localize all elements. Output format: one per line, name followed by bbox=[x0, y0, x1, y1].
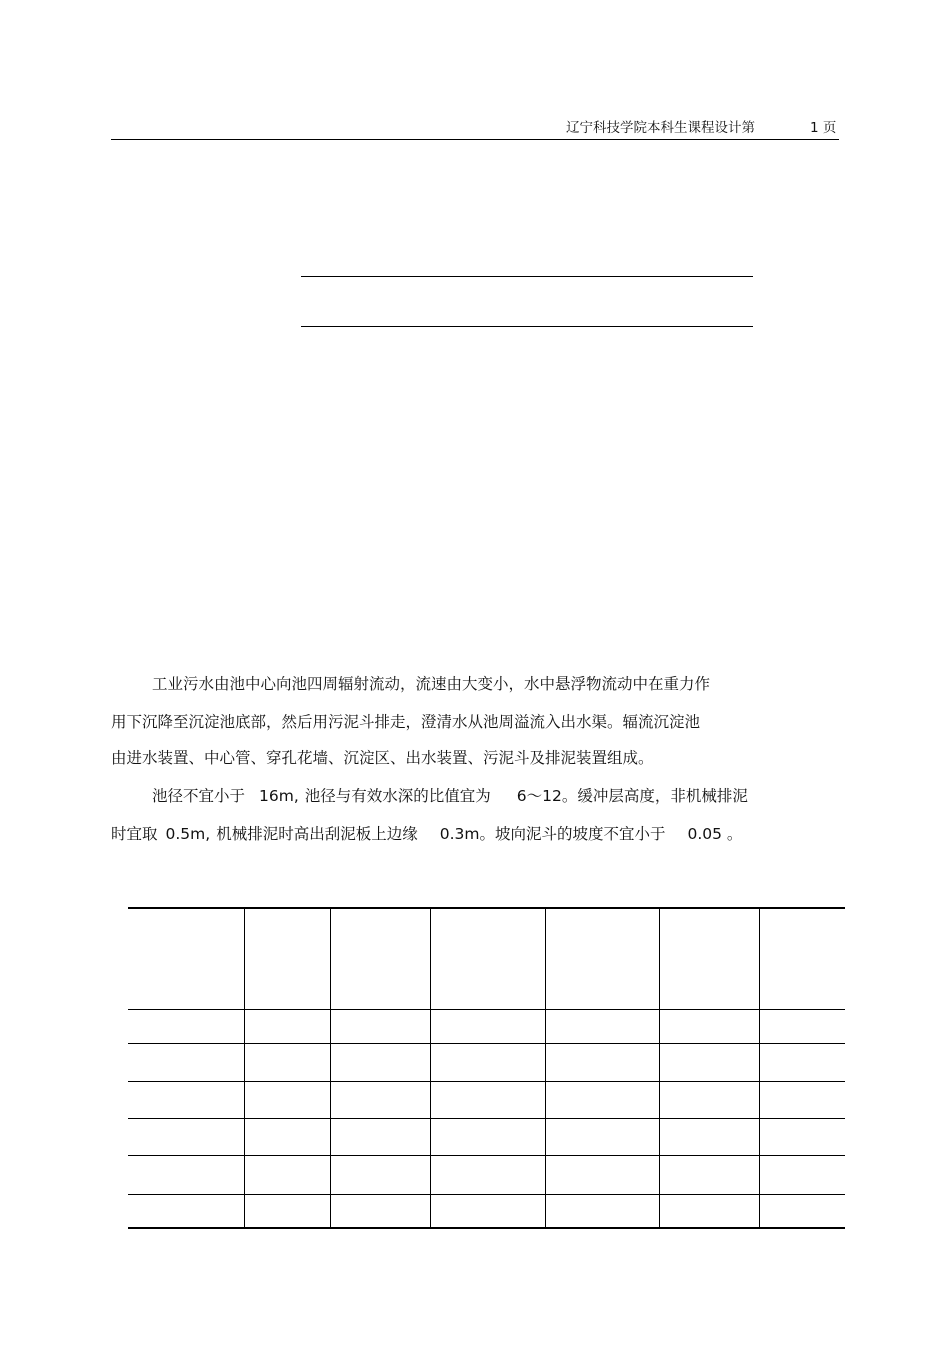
value-segment: 0.05 。 bbox=[687, 825, 743, 843]
table-cell bbox=[244, 1044, 330, 1082]
table-cell bbox=[244, 908, 330, 1010]
table-cell bbox=[128, 1044, 244, 1082]
table-cell bbox=[128, 1010, 244, 1044]
table-cell bbox=[759, 1082, 845, 1119]
table-cell bbox=[545, 1082, 659, 1119]
table-cell bbox=[659, 1195, 759, 1228]
table-cell bbox=[330, 1010, 430, 1044]
text-segment: 缓冲层高度，非机械排泥 bbox=[577, 787, 748, 805]
text-segment: 坡向泥斗的坡度不宜小于 bbox=[494, 825, 666, 843]
table-row bbox=[128, 1195, 845, 1228]
value-segment: 6～12。 bbox=[516, 787, 578, 805]
header-title: 辽宁科技学院本科生课程设计第 bbox=[566, 120, 755, 136]
table-cell bbox=[430, 1044, 545, 1082]
table-cell bbox=[128, 1082, 244, 1119]
table-cell bbox=[659, 1156, 759, 1195]
paragraph-line: 工业污水由池中心向池四周辐射流动，流速由大变小，水中悬浮物流动中在重力作 bbox=[152, 675, 711, 693]
value-segment: 16m, bbox=[259, 787, 299, 805]
table-cell bbox=[244, 1082, 330, 1119]
table-cell bbox=[330, 1044, 430, 1082]
table-header-row bbox=[128, 908, 845, 1010]
table-row bbox=[128, 1082, 845, 1119]
table-cell bbox=[545, 1119, 659, 1156]
table-cell bbox=[659, 1082, 759, 1119]
text-segment: 时宜取 bbox=[111, 825, 158, 843]
table-cell bbox=[244, 1195, 330, 1228]
table-cell bbox=[430, 1082, 545, 1119]
table-cell bbox=[330, 1156, 430, 1195]
table-cell bbox=[545, 1195, 659, 1228]
table-cell bbox=[759, 1044, 845, 1082]
table-cell bbox=[759, 1119, 845, 1156]
value-segment: 0.3m。 bbox=[439, 825, 495, 843]
table-cell bbox=[545, 1044, 659, 1082]
data-table bbox=[128, 907, 845, 1229]
text-segment: 机械排泥时高出刮泥板上边缘 bbox=[216, 825, 418, 843]
table-cell bbox=[330, 1119, 430, 1156]
table-cell bbox=[330, 1195, 430, 1228]
header-divider bbox=[111, 139, 839, 140]
table-cell bbox=[759, 1195, 845, 1228]
blank-line-2 bbox=[301, 326, 753, 327]
table-cell bbox=[128, 1156, 244, 1195]
paragraph-line bbox=[152, 784, 882, 806]
table-cell bbox=[244, 1119, 330, 1156]
table-cell bbox=[128, 1195, 244, 1228]
header-page-number: 1 页 bbox=[810, 120, 837, 136]
table-cell bbox=[330, 908, 430, 1010]
paragraph-line: 用下沉降至沉淀池底部，然后用污泥斗排走，澄清水从池周溢流入出水渠。辐流沉淀池 bbox=[111, 713, 701, 731]
table-cell bbox=[759, 908, 845, 1010]
table-cell bbox=[128, 1119, 244, 1156]
table-cell bbox=[659, 908, 759, 1010]
table-cell bbox=[244, 1010, 330, 1044]
page-header bbox=[0, 116, 950, 136]
paragraph-line: 由进水装置、中心管、穿孔花墙、沉淀区、出水装置、污泥斗及排泥装置组成。 bbox=[111, 749, 654, 767]
table-cell bbox=[128, 908, 244, 1010]
table-cell bbox=[430, 1119, 545, 1156]
table-cell bbox=[545, 1156, 659, 1195]
table-cell bbox=[659, 1010, 759, 1044]
table-cell bbox=[430, 1010, 545, 1044]
value-segment: 0.5m, bbox=[165, 825, 211, 843]
paragraph-line bbox=[111, 822, 841, 844]
table-cell bbox=[430, 908, 545, 1010]
table-row bbox=[128, 1119, 845, 1156]
table-cell bbox=[430, 1195, 545, 1228]
table-cell bbox=[659, 1044, 759, 1082]
table-cell bbox=[659, 1119, 759, 1156]
text-segment: 池径与有效水深的比值宜为 bbox=[304, 787, 491, 805]
table-cell bbox=[545, 1010, 659, 1044]
table-cell bbox=[759, 1156, 845, 1195]
table-row bbox=[128, 1156, 845, 1195]
table-cell bbox=[545, 908, 659, 1010]
text-segment: 池径不宜小于 bbox=[152, 787, 246, 805]
table-row bbox=[128, 1044, 845, 1082]
table-cell bbox=[759, 1010, 845, 1044]
table-cell bbox=[430, 1156, 545, 1195]
table-row bbox=[128, 1010, 845, 1044]
table-cell bbox=[244, 1156, 330, 1195]
table-cell bbox=[330, 1082, 430, 1119]
blank-line-1 bbox=[301, 276, 753, 277]
